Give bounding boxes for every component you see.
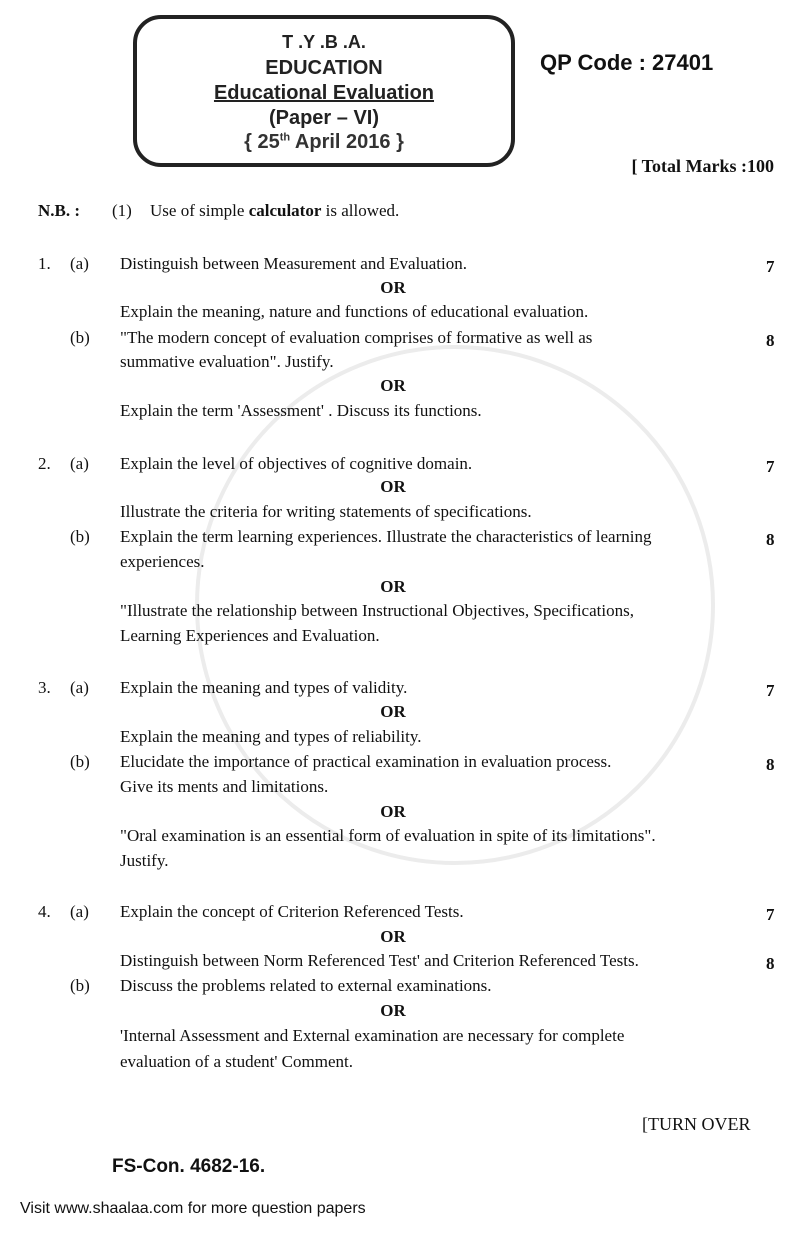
nb-instruction bbox=[150, 201, 399, 221]
question-text: Explain the term 'Assessment' . Discuss its functions. bbox=[120, 401, 482, 420]
nb-number: (1) bbox=[112, 201, 132, 220]
sub-question-label: (b) bbox=[70, 752, 90, 771]
marks: 7 bbox=[766, 681, 775, 700]
marks: 7 bbox=[766, 257, 775, 276]
visit-note: Visit www.shaalaa.com for more question papers bbox=[20, 1200, 366, 1217]
marks: 8 bbox=[766, 530, 775, 549]
sub-question-label: (a) bbox=[70, 902, 89, 921]
nb-text-end: is allowed. bbox=[321, 201, 400, 220]
date-day: { 25 bbox=[244, 131, 280, 153]
nb-label: N.B. : bbox=[38, 201, 81, 220]
sub-question-label: (a) bbox=[70, 254, 89, 273]
sub-question-label: (b) bbox=[70, 976, 90, 995]
question-text: "Illustrate the relationship between Instructional Objectives, Specifications, bbox=[120, 601, 634, 620]
question-text: "Oral examination is an essential form of evaluation in spite of its limitations". bbox=[120, 826, 656, 845]
question-text: Illustrate the criteria for writing statements of specifications. bbox=[120, 502, 532, 521]
turn-over: [TURN OVER bbox=[642, 1114, 751, 1134]
marks: 7 bbox=[766, 457, 775, 476]
question-number: 2. bbox=[38, 454, 51, 473]
or-separator: OR bbox=[380, 927, 406, 946]
sub-question-label: (b) bbox=[70, 328, 90, 347]
question-number: 1. bbox=[38, 254, 51, 273]
fs-con-code: FS-Con. 4682-16. bbox=[112, 1156, 266, 1177]
question-text: Explain the term learning experiences. Illustrate the characteristics of learning bbox=[120, 527, 652, 546]
sub-question-label: (b) bbox=[70, 527, 90, 546]
question-text: Elucidate the importance of practical examination in evaluation process. bbox=[120, 752, 612, 771]
or-separator: OR bbox=[380, 702, 406, 721]
question-text: Give its ments and limitations. bbox=[120, 777, 329, 796]
or-separator: OR bbox=[380, 477, 406, 496]
question-text: "The modern concept of evaluation comprises of formative as well as bbox=[120, 328, 593, 347]
subject-text: Educational Evaluation bbox=[213, 82, 435, 104]
or-separator: OR bbox=[380, 802, 406, 821]
or-separator: OR bbox=[380, 577, 406, 596]
total-marks: [ Total Marks :100 bbox=[631, 156, 774, 176]
question-text: Distinguish between Measurement and Evaluation. bbox=[120, 254, 467, 273]
marks: 7 bbox=[766, 905, 775, 924]
question-text: Justify. bbox=[120, 851, 169, 870]
subject-title bbox=[133, 82, 515, 105]
or-separator: OR bbox=[380, 1001, 406, 1020]
question-text: Explain the concept of Criterion Referenced Tests. bbox=[120, 902, 464, 921]
or-separator: OR bbox=[380, 278, 406, 297]
sub-question-label: (a) bbox=[70, 678, 89, 697]
or-separator: OR bbox=[380, 376, 406, 395]
qp-code: QP Code : 27401 bbox=[540, 50, 714, 75]
marks: 8 bbox=[766, 755, 775, 774]
question-number: 4. bbox=[38, 902, 51, 921]
nb-bold: calculator bbox=[248, 201, 322, 220]
question-text: Distinguish between Norm Referenced Test' and Criterion Referenced Tests. bbox=[120, 951, 639, 970]
question-text: Explain the meaning and types of validity. bbox=[120, 678, 408, 697]
marks: 8 bbox=[766, 954, 775, 973]
question-text: evaluation of a student' Comment. bbox=[120, 1052, 353, 1071]
marks: 8 bbox=[766, 331, 775, 350]
question-text: Explain the level of objectives of cognitive domain. bbox=[120, 454, 473, 473]
question-text: summative evaluation". Justify. bbox=[120, 352, 334, 371]
question-text: Explain the meaning and types of reliability. bbox=[120, 727, 422, 746]
date-suffix: th bbox=[279, 131, 291, 144]
question-number: 3. bbox=[38, 678, 51, 697]
department-label: EDUCATION bbox=[265, 57, 383, 79]
class-label: T .Y .B .A. bbox=[282, 32, 366, 52]
sub-question-label: (a) bbox=[70, 454, 89, 473]
question-text: Learning Experiences and Evaluation. bbox=[120, 626, 380, 645]
date-rest: April 2016 } bbox=[290, 131, 404, 153]
question-text: 'Internal Assessment and External examination are necessary for complete bbox=[120, 1026, 625, 1045]
question-text: experiences. bbox=[120, 552, 205, 571]
nb-text: Use of simple bbox=[150, 201, 249, 220]
paper-label: (Paper – VI) bbox=[268, 107, 380, 129]
exam-date bbox=[133, 131, 515, 154]
question-text: Discuss the problems related to external examinations. bbox=[120, 976, 492, 995]
question-text: Explain the meaning, nature and functions of educational evaluation. bbox=[120, 302, 589, 321]
